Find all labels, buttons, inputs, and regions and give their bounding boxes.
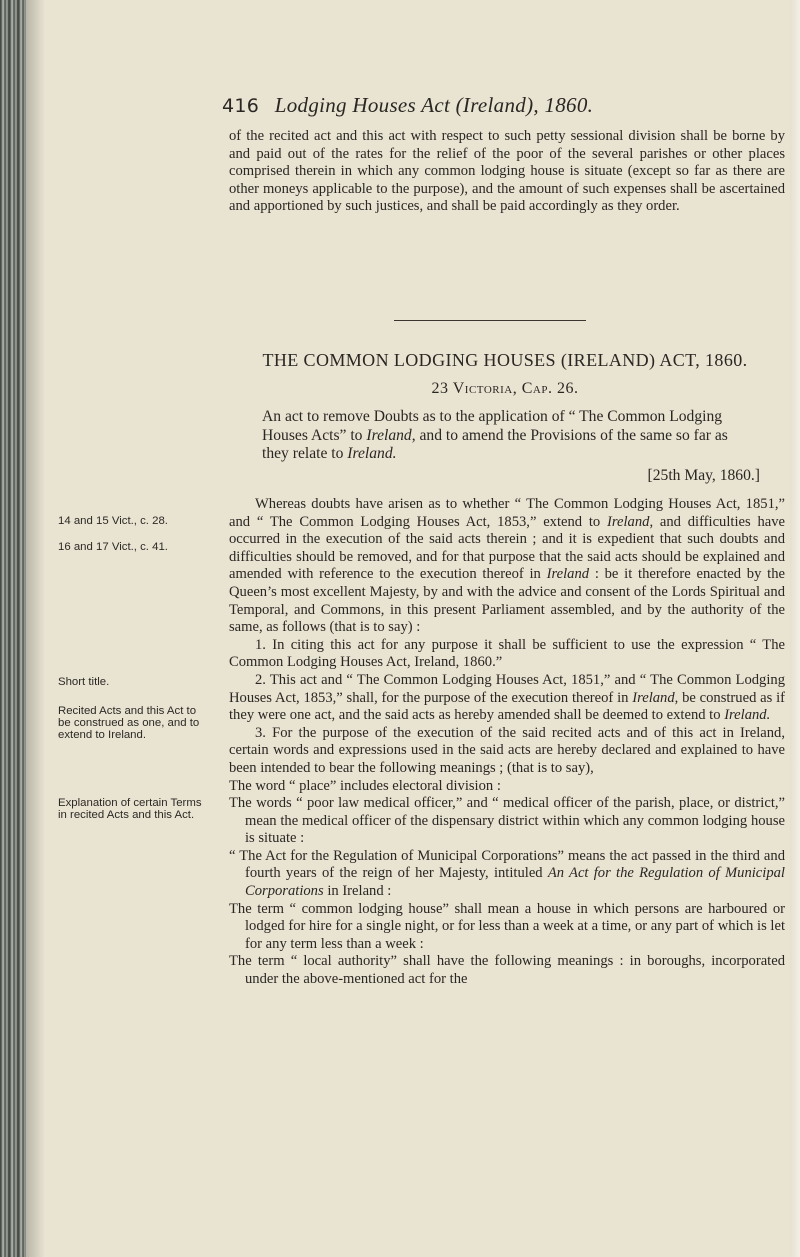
act-date: [25th May, 1860.] [647,467,760,484]
continued-paragraph [229,128,785,216]
top-paragraph: of the recited act and this act with respect to such petty sessional division shall be borne by and paid out of the rates for the relief of the poor of the several parishes or other places comprised therein in which any common lodging house is situate (except so far as there are other moneys applicable to the purpose), and the amount of such expenses shall be ascertained and apportioned by such justices, and shall be paid accordingly as they order. [229,128,785,215]
section-3: 3. For the purpose of the execution of the said recited acts and of this act in Ireland, certain words and expressions used in the said acts are hereby declared and explained to have been intended to bear the following meanings ; (that is to say), [229,724,785,776]
section-divider [394,320,586,321]
act-body [229,496,785,989]
act-preamble: An act to remove Doubts as to the application of “ The Common Lodging Houses Acts” to Ireland, and to amend the Provisions of the same so far as they relate to Ireland. [262,408,728,462]
act-chapter: 23 Victoria, Cap. 26. [431,380,579,397]
act-title: THE COMMON LODGING HOUSES (IRELAND) ACT, 1860. [262,350,748,370]
definition-common-lodging-house: The term “ common lodging house” shall mean a house in which persons are harboured or lodged for hire for a single night, or for less than a week at a time, or any part of which is let for any term less than a week : [229,900,785,952]
definition-municipal-act: “ The Act for the Regulation of Municipal Corporations” means the act passed in the third and fourth years of the reign of her Majesty, intituled An Act for the Regulation of Municipal Corporations in Ireland : [229,847,785,900]
definition-place: The word “ place” includes electoral division : [229,777,501,794]
page-gutter [26,0,44,1257]
definition-poor-law-officer: The words “ poor law medical officer,” and “ medical officer of the parish, place, or district,” mean the medical officer of the dispensary district within which any common lodging house is situate : [229,795,785,847]
running-title: Lodging Houses Act (Ireland), 1860. [274,93,594,117]
page-edge [790,0,800,1257]
margin-note-short-title: Short title. [58,676,110,688]
margin-note-citation1: 14 and 15 Vict., c. 28. [58,515,168,527]
definition-local-authority: The term “ local authority” shall have the following meanings : in boroughs, incorporated under the above-mentioned act for the [229,953,785,988]
page-number: 416 [222,95,260,117]
section-1: 1. In citing this act for any purpose it shall be sufficient to use the expression “ The Common Lodging Houses Act, Ireland, 1860.” [229,636,785,671]
whereas-paragraph: Whereas doubts have arisen as to whether “ The Common Lodging Houses Act, 1851,” and “ The Common Lodging Houses Act, 1853,” extend to Ireland, and difficulties have occurred in the execution of the said acts therein ; and it is expedient that such doubts and difficulties should be removed, and for that purpose that the said acts should be explained and amended with reference to the execution thereof in Ireland : be it therefore enacted by the Queen’s most excellent Majesty, by and with the advice and consent of the Lords Spiritual and Temporal, and Commons, in this present Parliament assembled, and by the authority of the same, as follows (that is to say) : [229,496,786,636]
running-header [222,93,782,118]
margin-note-recited-acts: Recited Acts and this Act to be construed as one, and to extend to Ireland. [58,705,200,741]
section-2: 2. This act and “ The Common Lodging Houses Act, 1851,” and “ The Common Lodging Houses Act, 1853,” shall, for the purpose of the execution thereof in Ireland, be construed as if they were one act, and the said acts as hereby amended shall be deemed to extend to Ireland. [229,671,785,724]
margin-note-citation2: 16 and 17 Vict., c. 41. [58,541,168,553]
book-binding [0,0,26,1257]
margin-note-explanation: Explanation of certain Terms in recited Acts and this Act. [58,797,202,821]
